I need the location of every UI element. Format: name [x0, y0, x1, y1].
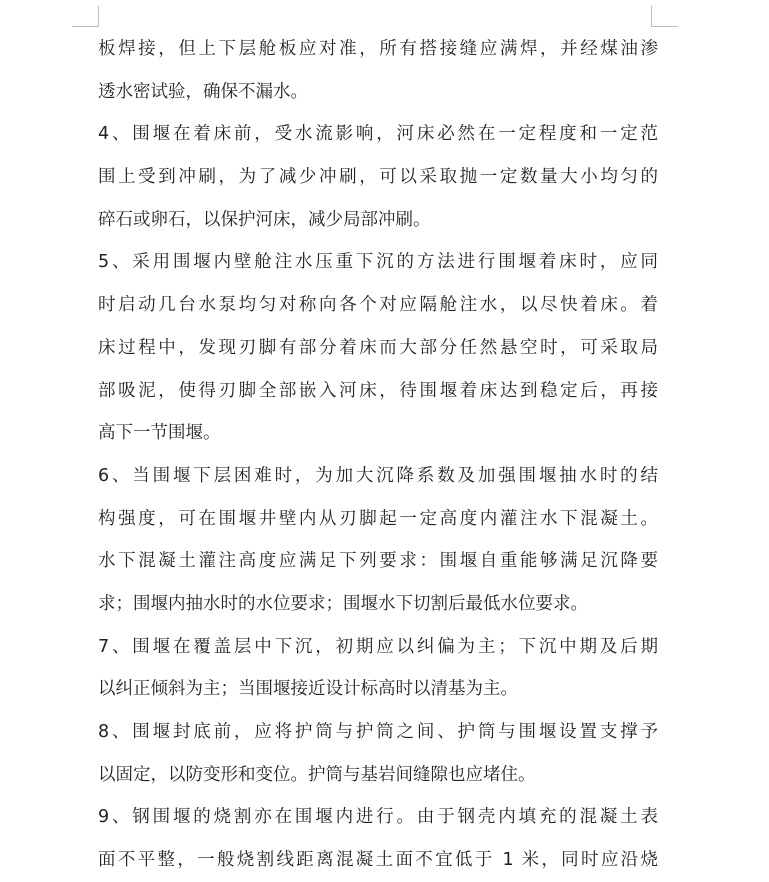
page-corner-mark-right [651, 6, 678, 27]
text-line: 部吸泥，使得刃脚全部嵌入河床，待围堰着床达到稳定后，再接 [98, 380, 658, 401]
text-line: 床过程中，发现刃脚有部分着床而大部分任然悬空时，可采取局 [98, 337, 658, 358]
paragraph [98, 113, 658, 241]
text-line: 时启动几台水泵均匀对称向各个对应隔舱注水，以尽快着床。着 [98, 295, 658, 316]
text-line: 面不平整，一般烧割线距离混凝土面不宜低于 1 米，同时应沿烧 [98, 850, 658, 871]
text-line: 碎石或卵石，以保护河床，减少局部冲刷。 [98, 209, 431, 230]
text-line: 以纠正倾斜为主；当围堰接近设计标高时以清基为主。 [98, 679, 518, 700]
text-line: 5、采用围堰内壁舱注水压重下沉的方法进行围堰着床时，应同 [98, 252, 658, 273]
text-line: 7、围堰在覆盖层中下沉，初期应以纠偏为主；下沉中期及后期 [98, 636, 658, 657]
paragraph [98, 796, 658, 881]
paragraph [98, 28, 658, 113]
text-line: 求；围堰内抽水时的水位要求；围堰水下切割后最低水位要求。 [98, 593, 588, 614]
paragraph [98, 711, 658, 796]
text-line: 6、当围堰下层困难时，为加大沉降系数及加强围堰抽水时的结 [98, 465, 658, 486]
text-line: 4、围堰在着床前，受水流影响，河床必然在一定程度和一定范 [98, 124, 658, 145]
text-line: 板焊接，但上下层舱板应对准，所有搭接缝应满焊，并经煤油渗 [98, 39, 658, 59]
text-line: 8、围堰封底前，应将护筒与护筒之间、护筒与围堰设置支撑予 [98, 722, 658, 742]
text-line: 以固定，以防变形和变位。护筒与基岩间缝隙也应堵住。 [98, 764, 536, 785]
text-line: 围上受到冲刷，为了减少冲刷，可以采取抛一定数量大小均匀的 [98, 167, 658, 188]
text-line: 构强度，可在围堰井壁内从刃脚起一定高度内灌注水下混凝土。 [98, 508, 658, 529]
document-body [98, 28, 658, 882]
paragraph [98, 241, 658, 454]
text-line: 水下混凝土灌注高度应满足下列要求：围堰自重能够满足沉降要 [98, 551, 658, 572]
text-line: 透水密试验，确保不漏水。 [98, 81, 308, 102]
paragraph [98, 626, 658, 711]
text-line: 9、钢围堰的烧割亦在围堰内进行。由于钢壳内填充的混凝土表 [98, 807, 658, 828]
paragraph [98, 455, 658, 626]
page-corner-mark-left [72, 6, 99, 27]
text-line: 高下一节围堰。 [98, 423, 221, 444]
